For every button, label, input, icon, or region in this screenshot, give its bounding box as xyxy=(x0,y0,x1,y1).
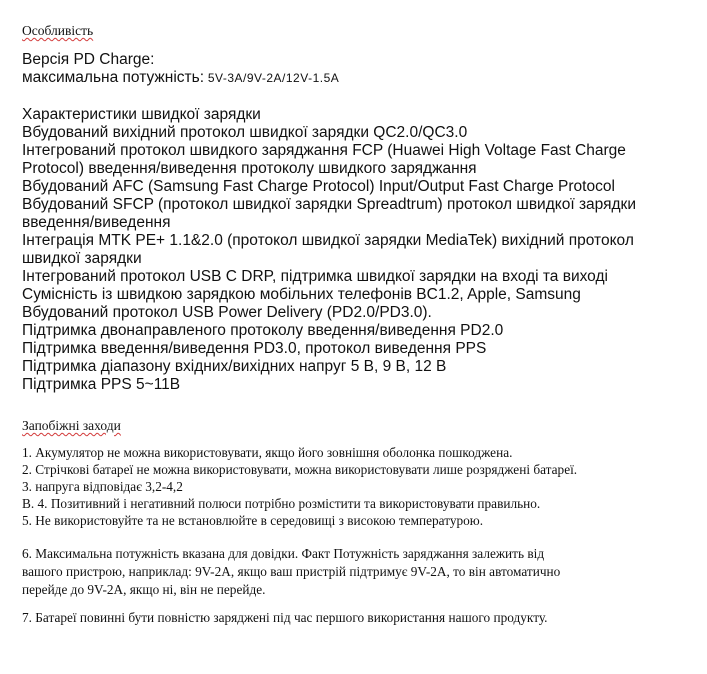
feature-line: Вбудований вихідний протокол швидкої зарядки QC2.0/QC3.0 xyxy=(22,124,468,141)
feature-line: Підтримка PPS 5~11В xyxy=(22,376,181,393)
feature-line: Інтегрований протокол USB C DRP, підтримка швидкої зарядки на вході та виході xyxy=(22,268,608,285)
feature-line: Вбудований AFC (Samsung Fast Charge Protocol) Input/Output Fast Charge Protocol xyxy=(22,178,615,195)
precautions-list xyxy=(22,444,577,529)
precaution-item: 1. Акумулятор не можна використовувати, якщо його зовнішня оболонка пошкоджена. xyxy=(22,445,513,460)
feature-line: Інтеграція MTK PE+ 1.1&2.0 (протокол швидкої зарядки MediaTek) вихідний протокол xyxy=(22,232,634,249)
note-max-power xyxy=(22,545,560,599)
feature-line: Сумісність із швидкою зарядкою мобільних телефонів BC1.2, Apple, Samsung xyxy=(22,286,581,303)
precautions-heading xyxy=(22,418,121,434)
note-first-use: 7. Батареї повинні бути повністю заряджені під час першого використання нашого продукту. xyxy=(22,610,548,625)
feature-line: швидкої зарядки xyxy=(22,250,142,267)
features-heading-text: Особливість xyxy=(22,23,94,38)
fast-charge-title: Характеристики швидкої зарядки xyxy=(22,106,261,123)
precaution-item: 3. напруга відповідає 3,2-4,2 xyxy=(22,479,183,494)
feature-line: Підтримка діапазону вхідних/вихідних напруг 5 В, 9 В, 12 В xyxy=(22,358,447,375)
precaution-item: 5. Не використовуйте та не встановлюйте в середовищі з високою температурою. xyxy=(22,513,484,528)
feature-line: Підтримка введення/виведення PD3.0, протокол виведення PPS xyxy=(22,340,487,357)
feature-line: введення/виведення xyxy=(22,214,171,231)
max-power-value: 5V-3A/9V-2A/12V-1.5A xyxy=(204,71,340,85)
feature-line: Підтримка двонаправленого протоколу введення/виведення PD2.0 xyxy=(22,322,504,339)
feature-line: Protocol) введення/виведення протоколу швидкого заряджання xyxy=(22,160,477,177)
max-power-line xyxy=(22,69,339,87)
feature-line: Вбудований SFCP (протокол швидкої зарядки Spreadtrum) протокол швидкої зарядки xyxy=(22,196,636,213)
precaution-item: В. 4. Позитивний і негативний полюси потрібно розмістити та використовувати правильно. xyxy=(22,496,541,511)
note-line: вашого пристрою, наприклад: 9V-2A, якщо ваш пристрій підтримує 9V-2A, то він автоматично xyxy=(22,564,561,579)
note-line: перейде до 9V-2A, якщо ні, він не перейде. xyxy=(22,582,266,597)
fast-charge-section xyxy=(22,106,636,394)
features-heading xyxy=(22,23,93,39)
pd-version-block xyxy=(22,51,339,87)
feature-line: Вбудований протокол USB Power Delivery (PD2.0/PD3.0). xyxy=(22,304,432,321)
pd-version-title: Версія PD Charge: xyxy=(22,51,155,68)
feature-line: Інтегрований протокол швидкого заряджання FCP (Huawei High Voltage Fast Charge xyxy=(22,142,626,159)
max-power-label: максимальна потужність: xyxy=(22,69,204,86)
precaution-item: 2. Стрічкові батареї не можна використовувати, можна використовувати лише розряджені батареї. xyxy=(22,462,578,477)
note-line: 6. Максимальна потужність вказана для довідки. Факт Потужність заряджання залежить від xyxy=(22,546,545,561)
precautions-heading-text: Запобіжні заходи xyxy=(22,418,121,433)
